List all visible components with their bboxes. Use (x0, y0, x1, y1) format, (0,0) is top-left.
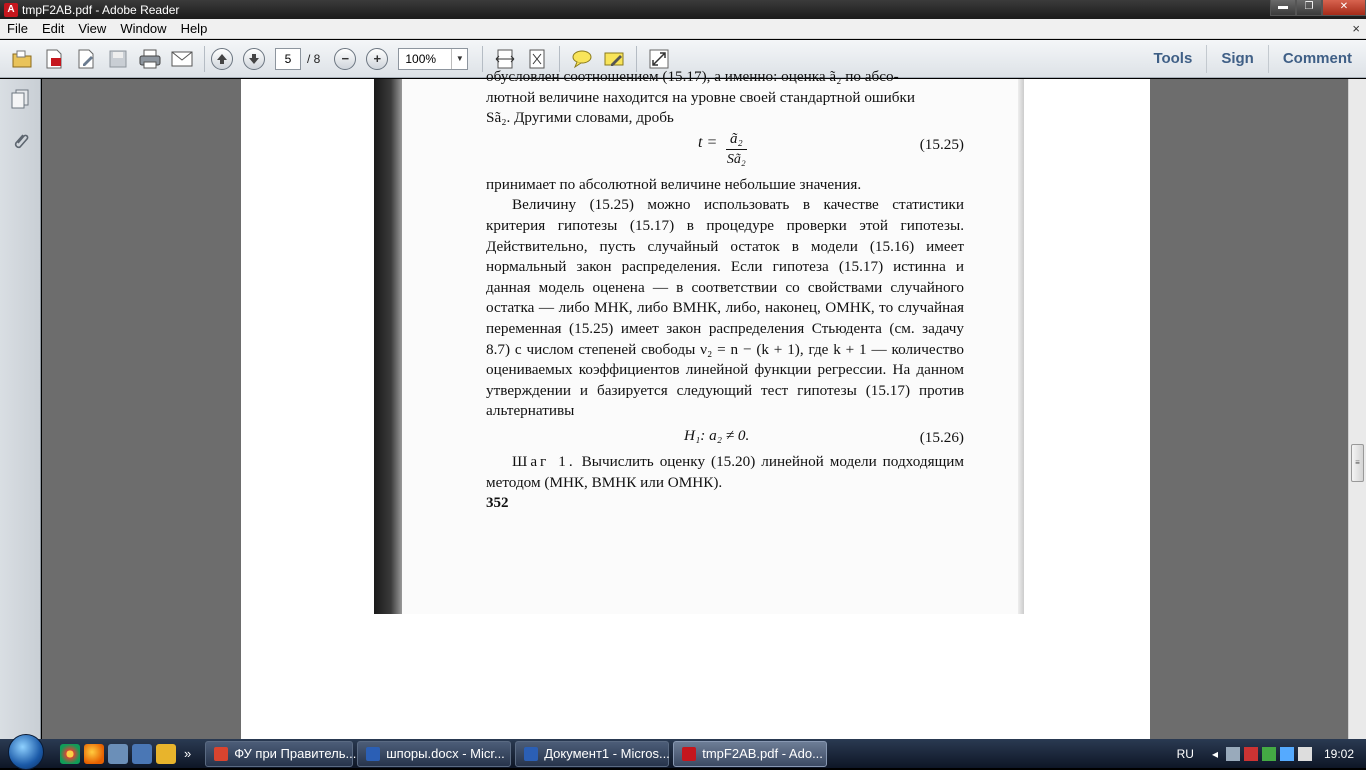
network-icon[interactable] (1226, 747, 1240, 761)
task-label: шпоры.docx - Micr... (386, 746, 505, 761)
chevron-down-icon[interactable]: ▼ (451, 49, 467, 69)
step-text: Вычислить оценку (15.20) линейной модели подходящим методом (МНК, ВМНК или ОМНК). (486, 452, 965, 491)
print-button[interactable] (136, 45, 164, 73)
step-label: Шаг 1. (512, 452, 576, 470)
app-icon[interactable] (156, 744, 176, 764)
system-tray (1177, 739, 1366, 768)
menu-bar (0, 19, 1366, 39)
chrome-icon (214, 747, 228, 761)
formula-fraction (726, 129, 747, 170)
scan-binding-shadow (374, 79, 402, 614)
taskbar-item-chrome[interactable] (205, 741, 357, 767)
text-line: обусловлен соотношением (15.17), а именно: оценка ã₂ по абсо- (486, 68, 899, 85)
formula-text: H₁: a₂ ≠ 0. (684, 426, 750, 444)
menu-help[interactable]: Help (180, 21, 208, 36)
quicklaunch-more[interactable]: » (184, 746, 192, 761)
task-label: Документ1 - Micros... (544, 746, 670, 761)
equation-number: (15.25) (919, 135, 964, 153)
email-button[interactable] (168, 45, 196, 73)
zoom-out-button[interactable]: − (334, 48, 356, 70)
menu-view[interactable]: View (78, 21, 107, 36)
taskbar-item-adobe-reader[interactable] (673, 741, 827, 767)
arrow-up-icon (216, 53, 228, 65)
pages-icon (10, 88, 30, 110)
right-panel-links (1139, 40, 1366, 78)
minimize-button[interactable]: ▬ (1270, 0, 1296, 16)
close-button[interactable]: ✕ (1322, 0, 1366, 16)
volume-icon[interactable] (1298, 747, 1312, 761)
save-button[interactable] (104, 45, 132, 73)
paragraph: Величину (15.25) можно использовать в качестве статистики критерия гипотезы (15.17) в процедуре проверки этой гипотезы. Действительно, пусть случайный остаток в модели (15.16) имеет нормальный закон распределения. Если гипотеза (15.17) истинна и данная модель оценена — в соответствии со свойствами случайного остатка — либо МНК, либо ВМНК, либо, наконец, ОМНК, то случайная переменная (15.25) имеет закон распределения Стьюдента (см. задачу 8.7) с числом степеней свободы ν₂ = n − (k + 1), где k + 1 — количество оцениваемых коэффициентов линейной функции регрессии. На данном утверждении и базируется следующий тест гипотезы (15.17) против альтернативы (486, 196, 964, 420)
toolbar-separator (204, 46, 205, 72)
create-pdf-icon (43, 48, 65, 70)
zoom-select[interactable] (398, 48, 468, 70)
open-folder-icon (11, 49, 33, 69)
tray-expand-icon[interactable]: ◂ (1211, 746, 1218, 761)
comment-link[interactable]: Comment (1268, 45, 1366, 73)
scan-edge-shadow (1018, 79, 1024, 614)
step-paragraph (486, 452, 964, 493)
battery-icon[interactable] (1262, 747, 1276, 761)
taskbar-item-word-shpory[interactable] (357, 741, 511, 767)
scrollbar-thumb[interactable] (1351, 444, 1364, 482)
task-label: tmpF2AB.pdf - Ado... (702, 746, 823, 761)
formula-lhs: t = (698, 133, 718, 151)
scanned-page-image (374, 68, 1024, 614)
text-line: лютной величине находится на уровне своей стандартной ошибки (486, 88, 915, 106)
paperclip-icon (10, 130, 30, 152)
language-indicator[interactable]: RU (1176, 746, 1194, 761)
firefox-icon[interactable] (84, 744, 104, 764)
close-document-icon[interactable]: × (1352, 21, 1360, 36)
edit-pdf-button[interactable] (72, 45, 100, 73)
adobe-reader-icon (682, 747, 696, 761)
edit-document-icon (75, 48, 97, 70)
word-icon (524, 747, 538, 761)
formula-15-26 (486, 422, 964, 452)
flag-icon[interactable] (1244, 747, 1258, 761)
taskbar-item-word-doc1[interactable] (515, 741, 669, 767)
page-total: / 8 (307, 51, 321, 66)
sign-link[interactable]: Sign (1206, 45, 1268, 73)
save-icon (108, 49, 128, 69)
title-bar (0, 0, 1366, 19)
adobe-reader-icon: A (4, 3, 18, 17)
text-line: принимает по абсолютной величине небольшие значения. (486, 175, 862, 193)
window-controls (1270, 0, 1366, 17)
attachments-button[interactable] (8, 129, 32, 153)
clock[interactable]: 19:02 (1323, 746, 1354, 761)
document-view[interactable] (42, 68, 1348, 739)
open-file-button[interactable] (8, 45, 36, 73)
zoom-value: 100% (405, 51, 437, 66)
taskbar (0, 739, 1366, 768)
page-number-input[interactable]: 5 (275, 48, 301, 70)
fraction-numerator: ã₂ (726, 129, 747, 150)
page-thumbnails-button[interactable] (8, 87, 32, 111)
start-button[interactable] (8, 734, 44, 770)
chrome-icon[interactable] (60, 744, 80, 764)
printer-icon (138, 48, 162, 70)
next-page-button[interactable] (243, 48, 265, 70)
task-label: ФУ при Правитель... (234, 746, 357, 761)
maximize-button[interactable]: ❐ (1296, 0, 1322, 16)
create-pdf-button[interactable] (40, 45, 68, 73)
zoom-in-button[interactable]: + (366, 48, 388, 70)
fraction-denominator: Sã₂ (726, 151, 746, 167)
window-title: tmpF2AB.pdf - Adobe Reader (22, 2, 180, 17)
equation-number: (15.26) (919, 428, 964, 446)
vertical-scrollbar[interactable] (1348, 79, 1366, 739)
word-icon (366, 747, 380, 761)
menu-file[interactable]: File (7, 21, 28, 36)
usb-icon[interactable] (1280, 747, 1294, 761)
highlight-text-icon (603, 49, 625, 69)
text-line: Sã₂. Другими словами, дробь (486, 109, 674, 127)
envelope-icon (170, 50, 194, 68)
menu-window[interactable]: Window (120, 21, 167, 36)
sticky-note-icon (571, 49, 593, 69)
navigation-pane (0, 79, 41, 739)
pdf-page (241, 68, 1150, 739)
grip-icon: ≡ (1355, 458, 1360, 467)
toolbar-separator (482, 46, 483, 72)
formula-15-25 (486, 129, 964, 175)
page-text (486, 67, 964, 514)
explorer-icon[interactable] (108, 744, 128, 764)
previous-page-button[interactable] (211, 48, 233, 70)
desktop-icon[interactable] (132, 744, 152, 764)
menu-edit[interactable]: Edit (41, 21, 65, 36)
page-number: 352 (486, 495, 509, 512)
arrow-down-icon (248, 53, 260, 65)
tools-link[interactable]: Tools (1153, 50, 1193, 67)
